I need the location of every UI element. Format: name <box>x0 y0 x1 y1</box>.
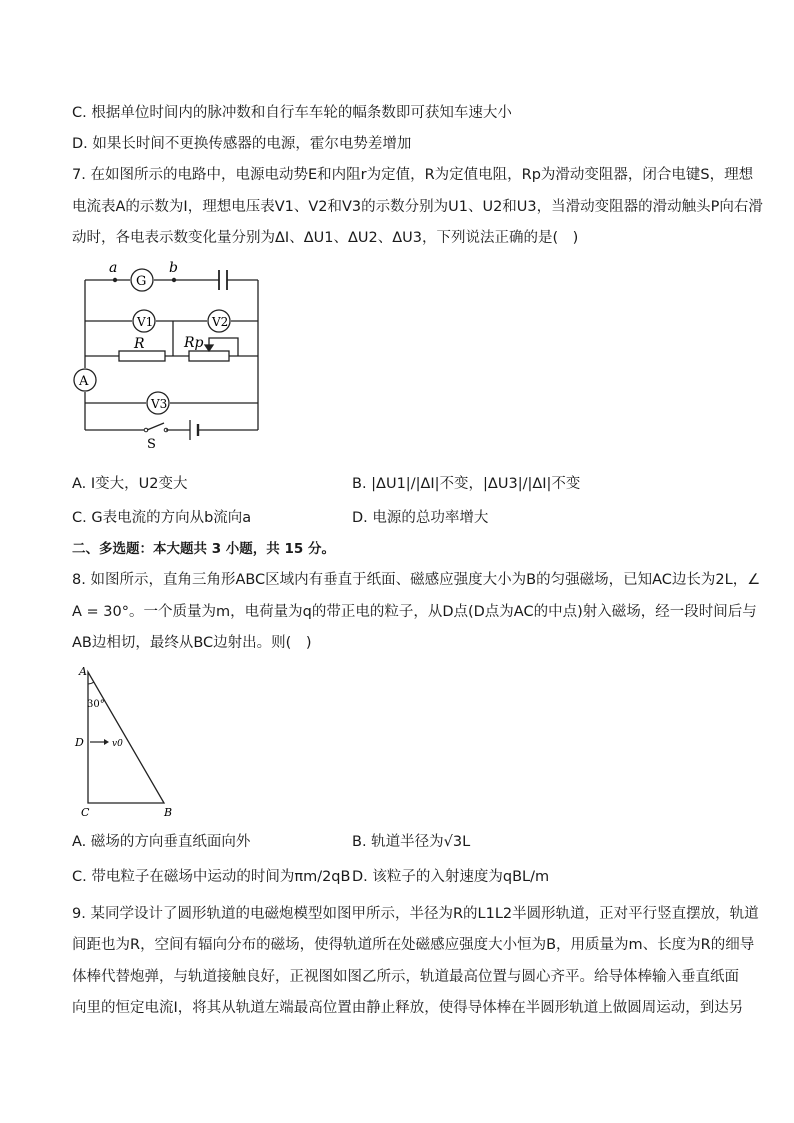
ammeter-label: A <box>79 374 89 389</box>
q8-option-c: C. 带电粒子在磁场中运动的时间为πm/2qB <box>72 869 351 885</box>
vertex-c: C <box>81 806 90 819</box>
option-c-q6: C. 根据单位时间内的脉冲数和自行车车轮的幅条数即可获知车速大小 <box>72 105 512 121</box>
angle-label: 30° <box>87 699 105 710</box>
q9-stem-line3: 体棒代替炮弹，与轨道接触良好，正视图如图乙所示，轨道最高位置与圆心齐平。给导体棒输入垂直纸面 <box>72 969 739 985</box>
option-d-q6: D. 如果长时间不更换传感器的电源，霍尔电势差增加 <box>72 136 412 152</box>
q8-option-a: A. 磁场的方向垂直纸面向外 <box>72 834 251 850</box>
rheostat-rp-label: Rp <box>184 335 204 351</box>
velocity-v0: v0 <box>112 739 123 749</box>
q7-stem-line1: 7. 在如图所示的电路中，电源电动势E和内阻r为定值，R为定值电阻，Rp为滑动变阻器，闭合电键S，理想 <box>72 167 754 183</box>
q8-stem-line1: 8. 如图所示，直角三角形ABC区域内有垂直于纸面、磁感应强度大小为B的匀强磁场，已知AC边长为2L，∠ <box>72 572 761 588</box>
q9-stem-line2: 间距也为R，空间有辐向分布的磁场，使得轨道所在处磁感应强度大小恒为B，用质量为m、长度为R的细导 <box>72 937 755 953</box>
vertex-a: A <box>79 665 87 678</box>
point-d: D <box>75 736 84 749</box>
q7-option-b: B. |ΔU1|/|ΔI|不变，|ΔU3|/|ΔI|不变 <box>352 476 581 492</box>
q7-option-c: C. G表电流的方向从b流向a <box>72 510 252 526</box>
galvanometer-label: G <box>136 274 147 289</box>
circuit-diagram <box>72 258 272 453</box>
triangle-diagram <box>72 662 182 822</box>
q8-stem-line2: A = 30°。一个质量为m，电荷量为q的带正电的粒子，从D点(D点为AC的中点)射入磁场，经一段时间后与 <box>72 604 757 620</box>
q7-stem-line2: 电流表A的示数为I，理想电压表V1、V2和V3的示数分别为U1、U2和U3，当滑动变阻器的滑动触头P向右滑 <box>72 199 763 215</box>
voltmeter-v3-label: V3 <box>151 397 168 411</box>
q8-option-b: B. 轨道半径为√3L <box>352 834 471 850</box>
q8-stem-line3: AB边相切，最终从BC边射出。则( ) <box>72 635 312 651</box>
section-heading: 二、多选题：本大题共 3 小题，共 15 分。 <box>72 541 335 557</box>
switch-s-label: S <box>147 437 156 452</box>
q8-option-d: D. 该粒子的入射速度为qBL/m <box>352 869 550 885</box>
q9-stem-line4: 向里的恒定电流I，将其从轨道左端最高位置由静止释放，使得导体棒在半圆形轨道上做圆周运动，到达另 <box>72 1000 744 1016</box>
voltmeter-v2-label: V2 <box>212 315 229 329</box>
voltmeter-v1-label: V1 <box>137 315 154 329</box>
label-a: a <box>109 260 118 276</box>
label-b: b <box>169 260 178 276</box>
vertex-b: B <box>164 806 173 819</box>
q9-stem-line1: 9. 某同学设计了圆形轨道的电磁炮模型如图甲所示，半径为R的L1L2半圆形轨道，正对平行竖直摆放，轨道 <box>72 906 759 922</box>
resistor-r-label: R <box>134 336 145 352</box>
q7-stem-line3: 动时，各电表示数变化量分别为ΔI、ΔU1、ΔU2、ΔU3，下列说法正确的是( ) <box>72 230 579 246</box>
q7-option-a: A. I变大，U2变大 <box>72 476 188 492</box>
q7-option-d: D. 电源的总功率增大 <box>352 510 489 526</box>
